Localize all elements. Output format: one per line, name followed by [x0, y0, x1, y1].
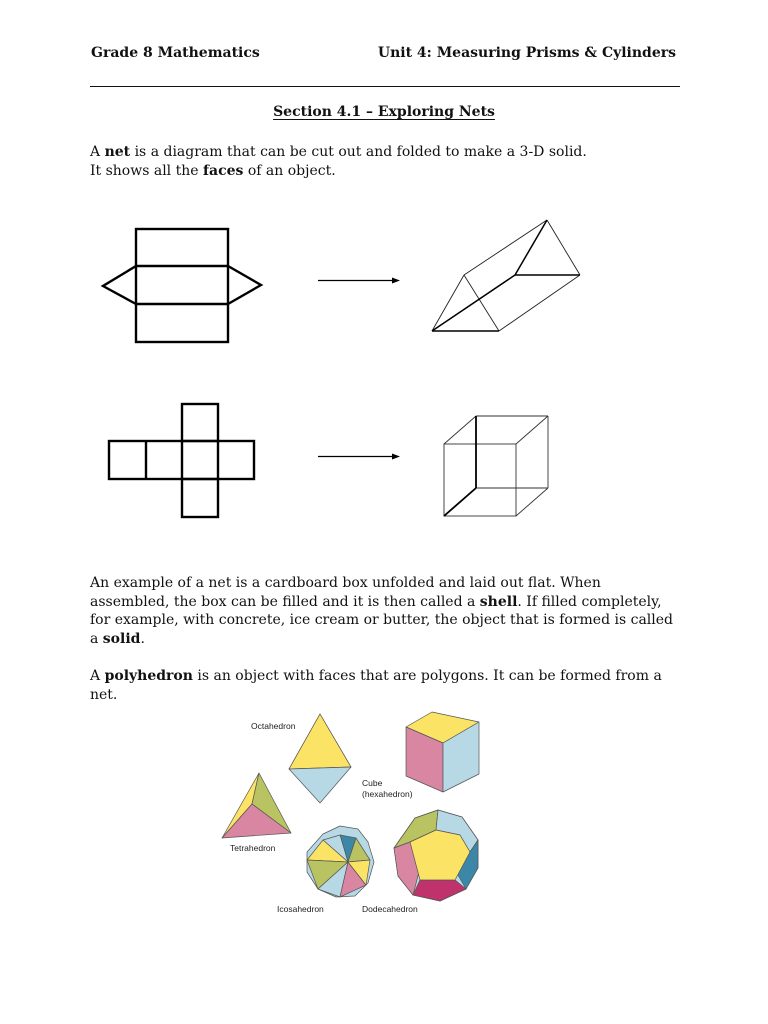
term-solid: solid — [102, 630, 141, 647]
dodecahedron-shape — [394, 810, 478, 901]
label-icosahedron: Icosahedron — [277, 904, 324, 914]
polyhedron-paragraph: A polyhedron is an object with faces that are polygons. It can be formed from a net. — [90, 668, 662, 703]
header-course-title: Grade 8 Mathematics — [91, 45, 260, 61]
header-unit-title: Unit 4: Measuring Prisms & Cylinders — [377, 45, 676, 61]
term-polyhedron: polyhedron — [104, 668, 193, 684]
label-cube: Cube — [362, 778, 383, 788]
icosahedron-shape — [307, 826, 374, 897]
term-net: net — [104, 144, 131, 160]
label-tetrahedron: Tetrahedron — [230, 843, 276, 853]
section-title: Section 4.1 – Exploring Nets — [273, 104, 495, 120]
term-faces: faces — [202, 162, 244, 179]
cube-shape — [406, 712, 479, 792]
label-octahedron: Octahedron — [251, 721, 296, 731]
label-dodecahedron: Dodecahedron — [362, 904, 418, 914]
octahedron-shape — [289, 714, 351, 803]
shell-solid-paragraph: An example of a net is a cardboard box unfolded and laid out flat. When assembled, the box can be filled and it is then called a shell. If filled completely, for example, with concrete, ice cream or butter, the object that is formed is called a solid. — [90, 575, 674, 647]
tetrahedron-shape — [222, 773, 291, 838]
intro-paragraph: A net is a diagram that can be cut out and folded to make a 3-D solid. It shows all the faces of an object. — [90, 144, 587, 179]
label-hexahedron: (hexahedron) — [362, 789, 413, 799]
term-shell: shell — [479, 593, 518, 610]
